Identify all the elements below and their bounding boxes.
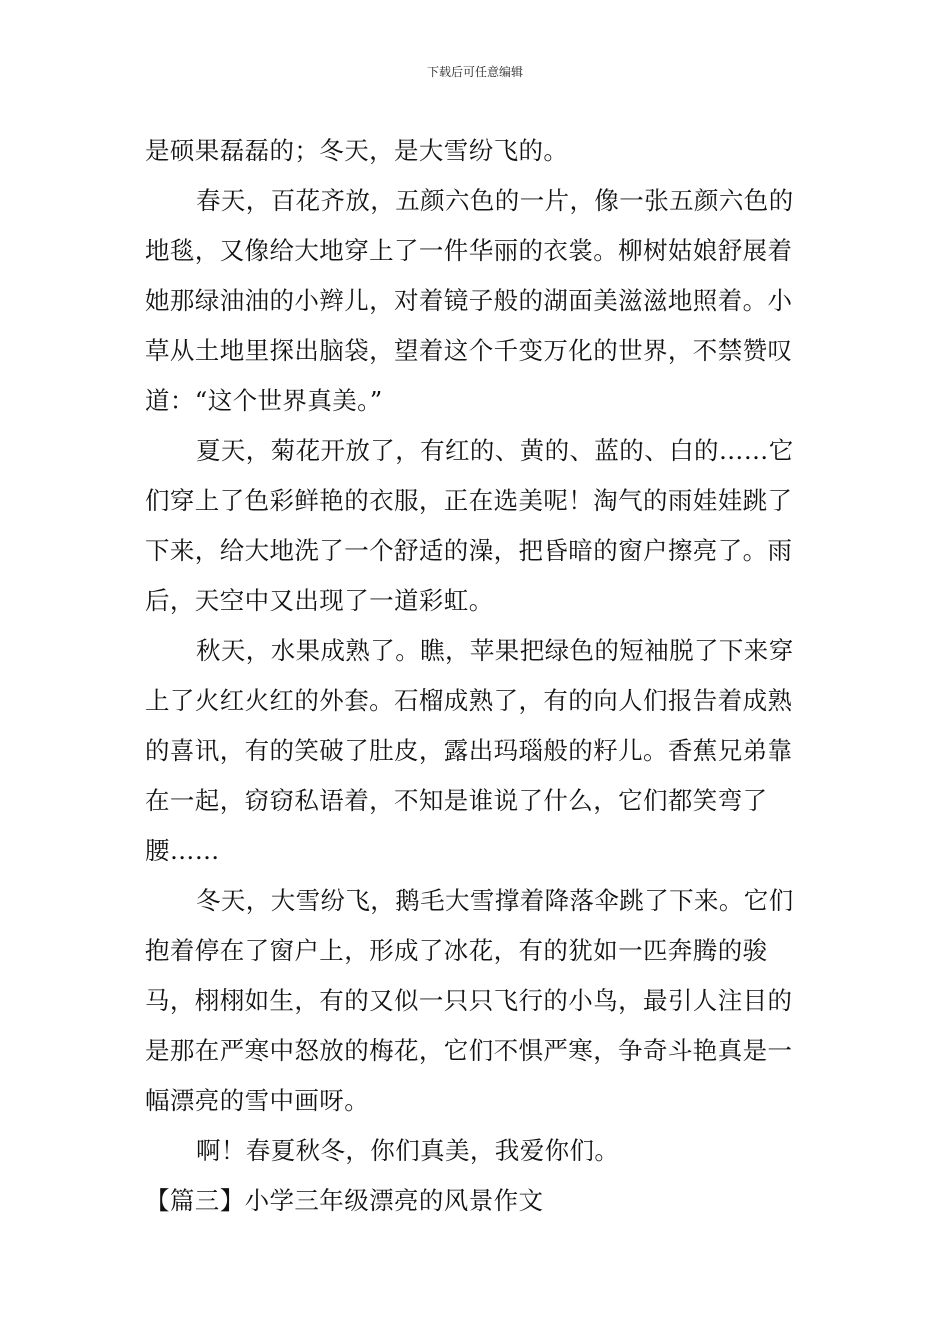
paragraph-summer: 夏天，菊花开放了，有红的、黄的、蓝的、白的……它们穿上了色彩鲜艳的衣服，正在选美呢！淘气的雨娃娃跳了下来，给大地洗了一个舒适的澡，把昏暗的窗户擦亮了。雨后，天空中又出现了一道彩虹。	[145, 436, 794, 615]
paragraph-winter: 冬天，大雪纷飞，鹅毛大雪撑着降落伞跳了下来。它们抱着停在了窗户上，形成了冰花，有的犹如一匹奔腾的骏马，栩栩如生，有的又似一只只飞行的小鸟，最引人注目的是那在严寒中怒放的梅花，它们不惧严寒，争奇斗艳真是一幅漂亮的雪中画呀。	[145, 886, 794, 1115]
page-header: 下载后可任意编辑	[426, 65, 523, 79]
paragraph-conclusion: 啊！春夏秋冬，你们真美，我爱你们。	[196, 1136, 620, 1165]
document-body	[145, 126, 813, 1226]
section-heading: 【篇三】小学三年级漂亮的风景作文	[145, 1186, 544, 1215]
paragraph-spring: 春天，百花齐放，五颜六色的一片，像一张五颜六色的地毯，又像给大地穿上了一件华丽的衣裳。柳树姑娘舒展着她那绿油油的小辫儿，对着镜子般的湖面美滋滋地照着。小草从土地里探出脑袋，望着这个千变万化的世界，不禁赞叹道：“这个世界真美。”	[145, 186, 794, 415]
paragraph-autumn: 秋天，水果成熟了。瞧，苹果把绿色的短袖脱了下来穿上了火红火红的外套。石榴成熟了，有的向人们报告着成熟的喜讯，有的笑破了肚皮，露出玛瑙般的籽儿。香蕉兄弟靠在一起，窃窃私语着，不知是谁说了什么，它们都笑弯了腰……	[145, 636, 794, 865]
paragraph-continuation: 是硕果磊磊的；冬天，是大雪纷飞的。	[145, 136, 569, 165]
